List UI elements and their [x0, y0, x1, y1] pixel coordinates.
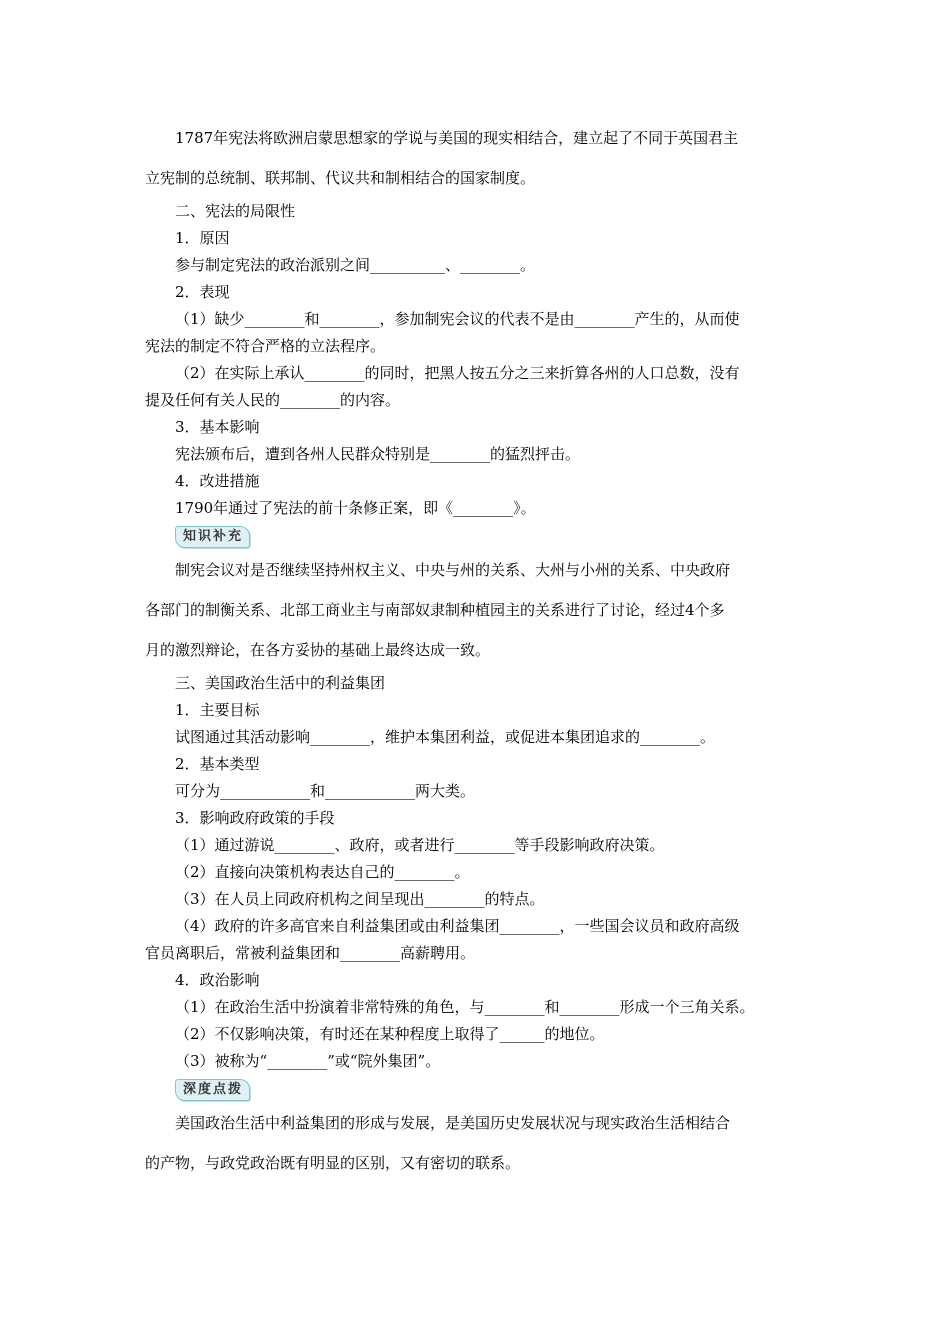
- text-line-q-5: 1790年通过了宪法的前十条修正案，即《________》。: [175, 499, 536, 517]
- text-line-sub-2-4: 4．政治影响: [175, 971, 260, 989]
- text-line-q-1: 参与制定宪法的政治派别之间__________、________。: [175, 256, 536, 274]
- text-line-note-1b: 各部门的制衡关系、北部工商业主与南部奴隶制种植园主的关系进行了讨论，经过4个多: [145, 601, 725, 619]
- text-line-q-13: （2）不仅影响决策，有时还在某种程度上取得了______的地位。: [175, 1025, 605, 1043]
- text-line-sub-1-1: 1．原因: [175, 229, 230, 247]
- text-line-q-12: （1）在政治生活中扮演着非常特殊的角色，与________和________形成一个三角关系。: [175, 998, 755, 1016]
- text-line-q-2b: 宪法的制定不符合严格的立法程序。: [145, 337, 386, 355]
- text-line-heading-2: 二、宪法的局限性: [175, 202, 296, 220]
- section-tag: 深度点拨: [175, 1079, 250, 1101]
- text-line-sub-2-3: 3．影响政府政策的手段: [175, 809, 335, 827]
- text-line-sub-1-4: 4．改进措施: [175, 472, 260, 490]
- section-tag: 知识补充: [175, 526, 250, 548]
- text-line-heading-3: 三、美国政治生活中的利益集团: [175, 674, 386, 692]
- text-line-q-14: （3）被称为“________”或“院外集团”。: [175, 1052, 441, 1070]
- text-line-q-3b: 提及任何有关人民的________的内容。: [145, 391, 401, 409]
- text-line-note-1c: 月的激烈辩论，在各方妥协的基础上最终达成一致。: [145, 641, 491, 659]
- text-line-q-11a: （4）政府的许多高官来自利益集团或由利益集团________，一些国会议员和政府高级: [175, 917, 740, 935]
- text-line-q-10: （3）在人员上同政府机构之间呈现出________的特点。: [175, 890, 545, 908]
- section-tag-line: [145, 522, 815, 550]
- text-line-sub-2-2: 2．基本类型: [175, 755, 260, 773]
- text-line-intro-1: 1787年宪法将欧洲启蒙思想家的学说与美国的现实相结合，建立起了不同于英国君主: [175, 129, 739, 147]
- text-line-note-2b: 的产物，与政党政治既有明显的区别，又有密切的联系。: [145, 1154, 521, 1172]
- text-line-sub-1-3: 3．基本影响: [175, 418, 260, 436]
- text-line-note-2a: 美国政治生活中利益集团的形成与发展，是美国历史发展状况与现实政治生活相结合: [175, 1114, 731, 1132]
- text-line-sub-2-1: 1．主要目标: [175, 701, 260, 719]
- text-line-q-9: （2）直接向决策机构表达自己的________。: [175, 863, 470, 881]
- text-line-q-11b: 官员离职后，常被利益集团和________高薪聘用。: [145, 944, 476, 962]
- text-line-q-2a: （1）缺少________和________，参加制宪会议的代表不是由________产生的，从而使: [175, 310, 740, 328]
- text-line-q-4: 宪法颁布后，遭到各州人民群众特别是________的猛烈抨击。: [175, 445, 581, 463]
- section-tag-line: [145, 1075, 815, 1103]
- text-line-sub-1-2: 2．表现: [175, 283, 230, 301]
- text-line-q-7: 可分为____________和____________两大类。: [175, 782, 476, 800]
- document-page: [145, 118, 815, 1183]
- text-line-q-6: 试图通过其活动影响________，维护本集团利益，或促进本集团追求的________。: [175, 728, 716, 746]
- text-line-q-8: （1）通过游说________、政府，或者进行________等手段影响政府决策。: [175, 836, 665, 854]
- text-line-q-3a: （2）在实际上承认________的同时，把黑人按五分之三来折算各州的人口总数，没有: [175, 364, 740, 382]
- text-line-note-1a: 制宪会议对是否继续坚持州权主义、中央与州的关系、大州与小州的关系、中央政府: [175, 561, 731, 579]
- text-line-intro-2: 立宪制的总统制、联邦制、代议共和制相结合的国家制度。: [145, 169, 536, 187]
